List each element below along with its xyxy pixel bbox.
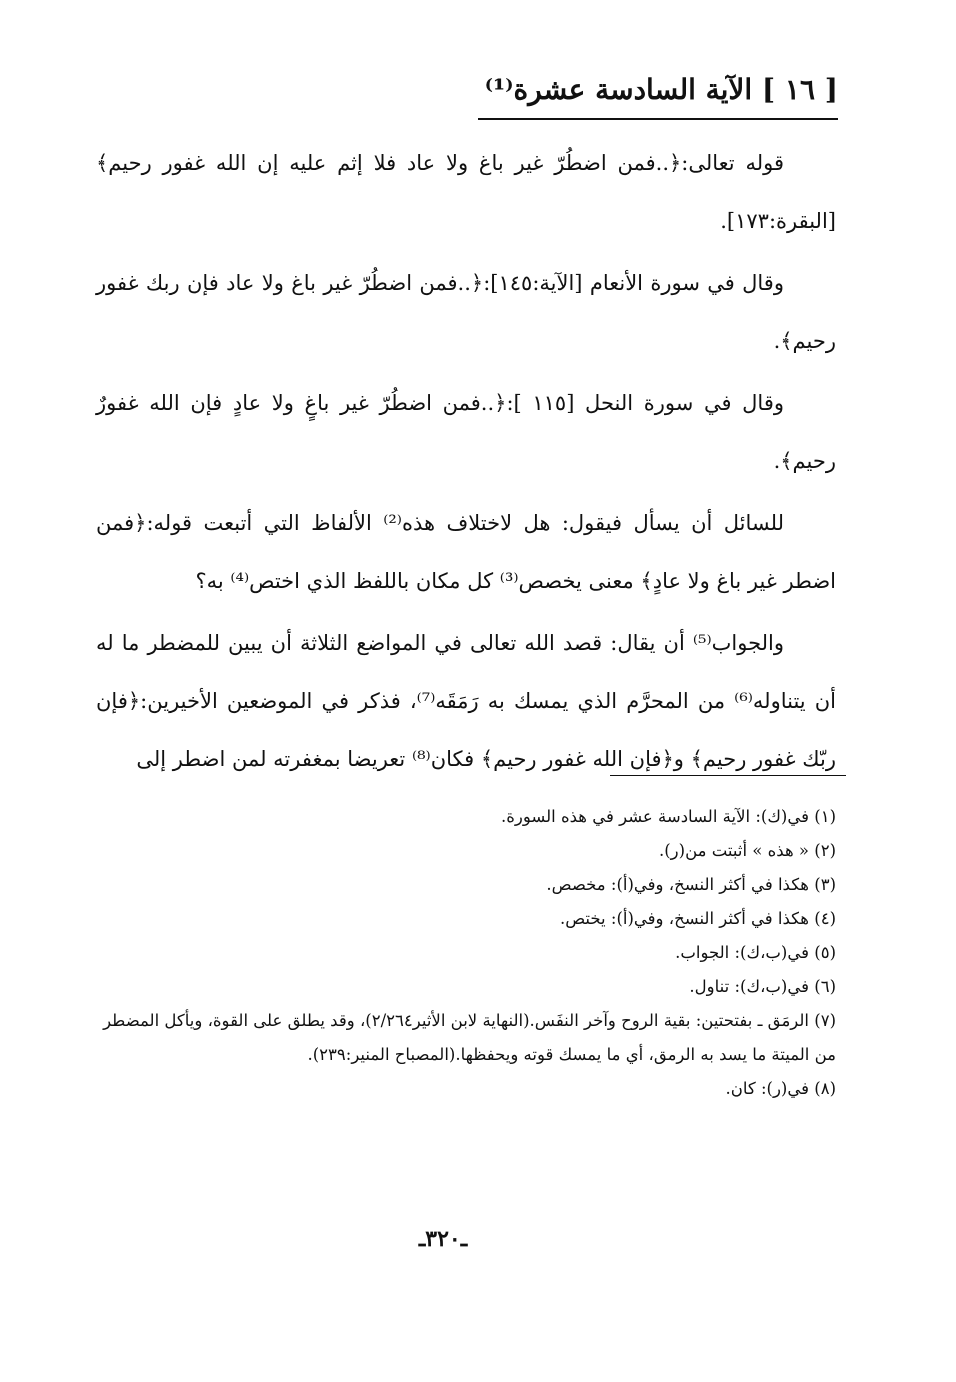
- page-number: ـ٣٢٠ـ: [418, 1226, 468, 1252]
- footnotes: [96, 800, 836, 1106]
- main-text: [96, 134, 836, 792]
- footnote: (٢) « هذه » أثبتت من(ر).: [659, 841, 836, 860]
- footnote: (٥) في(ب،ك): الجواب.: [675, 943, 836, 962]
- title-underline: [478, 118, 838, 120]
- footnote: (٨) في(ر): كان.: [725, 1079, 836, 1098]
- paragraph: والجواب⁽⁵⁾ أن يقال: قصد الله تعالى في المواضع الثلاثة أن يبين للمضطر ما له أن يتناوله⁽⁶⁾ من المحرَّم الذي يمسك به رَمَقَه⁽⁷⁾، فذكر في الموضعين الأخيرين:﴿فإن ربّك غفور رحيم﴾ و﴿فإن الله غفور رحيم﴾ فكان⁽⁸⁾ تعريضا بمغفرته لمن اضطر إلى: [96, 631, 836, 771]
- page-title: [ ١٦ ] الآية السادسة عشرة⁽¹⁾: [484, 73, 838, 106]
- footnote: (٤) هكذا في أكثر النسخ، وفي(أ): يختص.: [559, 909, 836, 928]
- footnote: (١) في(ك): الآية السادسة عشر في هذه السورة.: [501, 807, 836, 826]
- paragraph: للسائل أن يسأل فيقول: هل لاختلاف هذه⁽²⁾ الألفاظ التي أتبعت قوله:﴿فمن اضطر غير باغ ولا عادٍ﴾ معنى يخصص⁽³⁾ كل مكان باللفظ الذي اختص⁽⁴⁾ به؟: [96, 511, 836, 593]
- paragraph: وقال في سورة النحل [١١٥ ]:﴿..فمن اضطُرّ غير باغٍ ولا عادٍ فإن الله غفورٌ رحيم﴾.: [96, 391, 836, 473]
- footnote: (٦) في(ب،ك): تناول.: [689, 977, 836, 996]
- paragraph: قوله تعالى:﴿..فمن اضطُرّ غير باغ ولا عاد فلا إثم عليه إن الله غفور رحيم﴾[البقرة:١٧٣].: [96, 151, 836, 233]
- footnote: (٣) هكذا في أكثر النسخ، وفي(أ): مخصص.: [546, 875, 836, 894]
- footnote: (٧) الرمَق ـ بفتحتين: بقية الروح وآخر النفَس.(النهاية لابن الأثير٢/٢٦٤)، وقد يطلق على القوة، ويأكل المضطر من الميتة ما يسد به الرمق، أي ما يمسك قوته ويحفظها.(المصباح المنير:٢٣٩).: [103, 1011, 836, 1064]
- paragraph: وقال في سورة الأنعام [الآية:١٤٥]:﴿..فمن اضطُرّ غير باغ ولا عاد فإن ربك غفور رحيم﴾.: [96, 271, 836, 353]
- footnote-separator: [610, 775, 846, 776]
